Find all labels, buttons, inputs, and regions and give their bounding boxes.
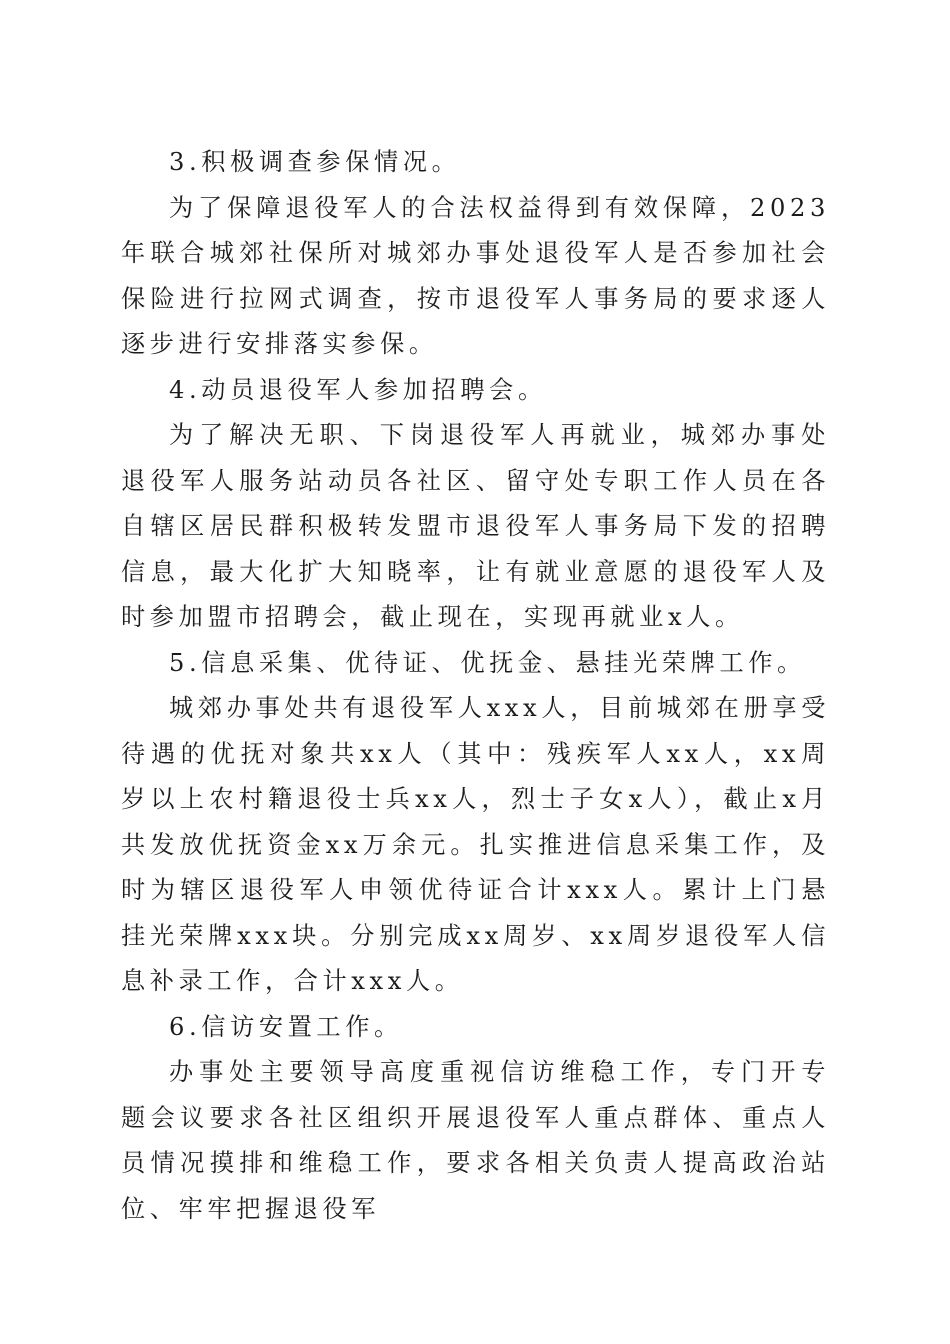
section-heading-5: 5.信息采集、优待证、优抚金、悬挂光荣牌工作。 xyxy=(169,648,806,677)
section-heading-3: 3.积极调查参保情况。 xyxy=(169,148,461,176)
section-heading-6: 6.信访安置工作。 xyxy=(169,1012,403,1041)
document-body xyxy=(121,140,830,1232)
section-paragraph-5: 城郊办事处共有退役军人xxx人，目前城郊在册享受待遇的优抚对象共xx人（其中：残疾军人xx人，xx周岁以上农村籍退役士兵xx人，烈士子女x人），截止x月共发放优抚资金xx万余元。扎实推进信息采集工作，及时为辖区退役军人申领优待证合计xxx人。累计上门悬挂光荣牌xxx块。分别完成xx周岁、xx周岁退役军人信息补录工作，合计xxx人。 xyxy=(121,694,830,995)
section-paragraph-4: 为了解决无职、下岗退役军人再就业，城郊办事处退役军人服务站动员各社区、留守处专职工作人员在各自辖区居民群积极转发盟市退役军人事务局下发的招聘信息，最大化扩大知晓率，让有就业意愿的退役军人及时参加盟市招聘会，截止现在，实现再就业x人。 xyxy=(121,421,830,631)
section-paragraph-6: 办事处主要领导高度重视信访维稳工作，专门开专题会议要求各社区组织开展退役军人重点群体、重点人员情况摸排和维稳工作，要求各相关负责人提高政治站位、牢牢把握退役军 xyxy=(121,1058,830,1223)
section-paragraph-3: 为了保障退役军人的合法权益得到有效保障，2023年联合城郊社保所对城郊办事处退役军人是否参加社会保险进行拉网式调查，按市退役军人事务局的要求逐人逐步进行安排落实参保。 xyxy=(121,193,830,358)
section-heading-4: 4.动员退役军人参加招聘会。 xyxy=(169,375,547,404)
